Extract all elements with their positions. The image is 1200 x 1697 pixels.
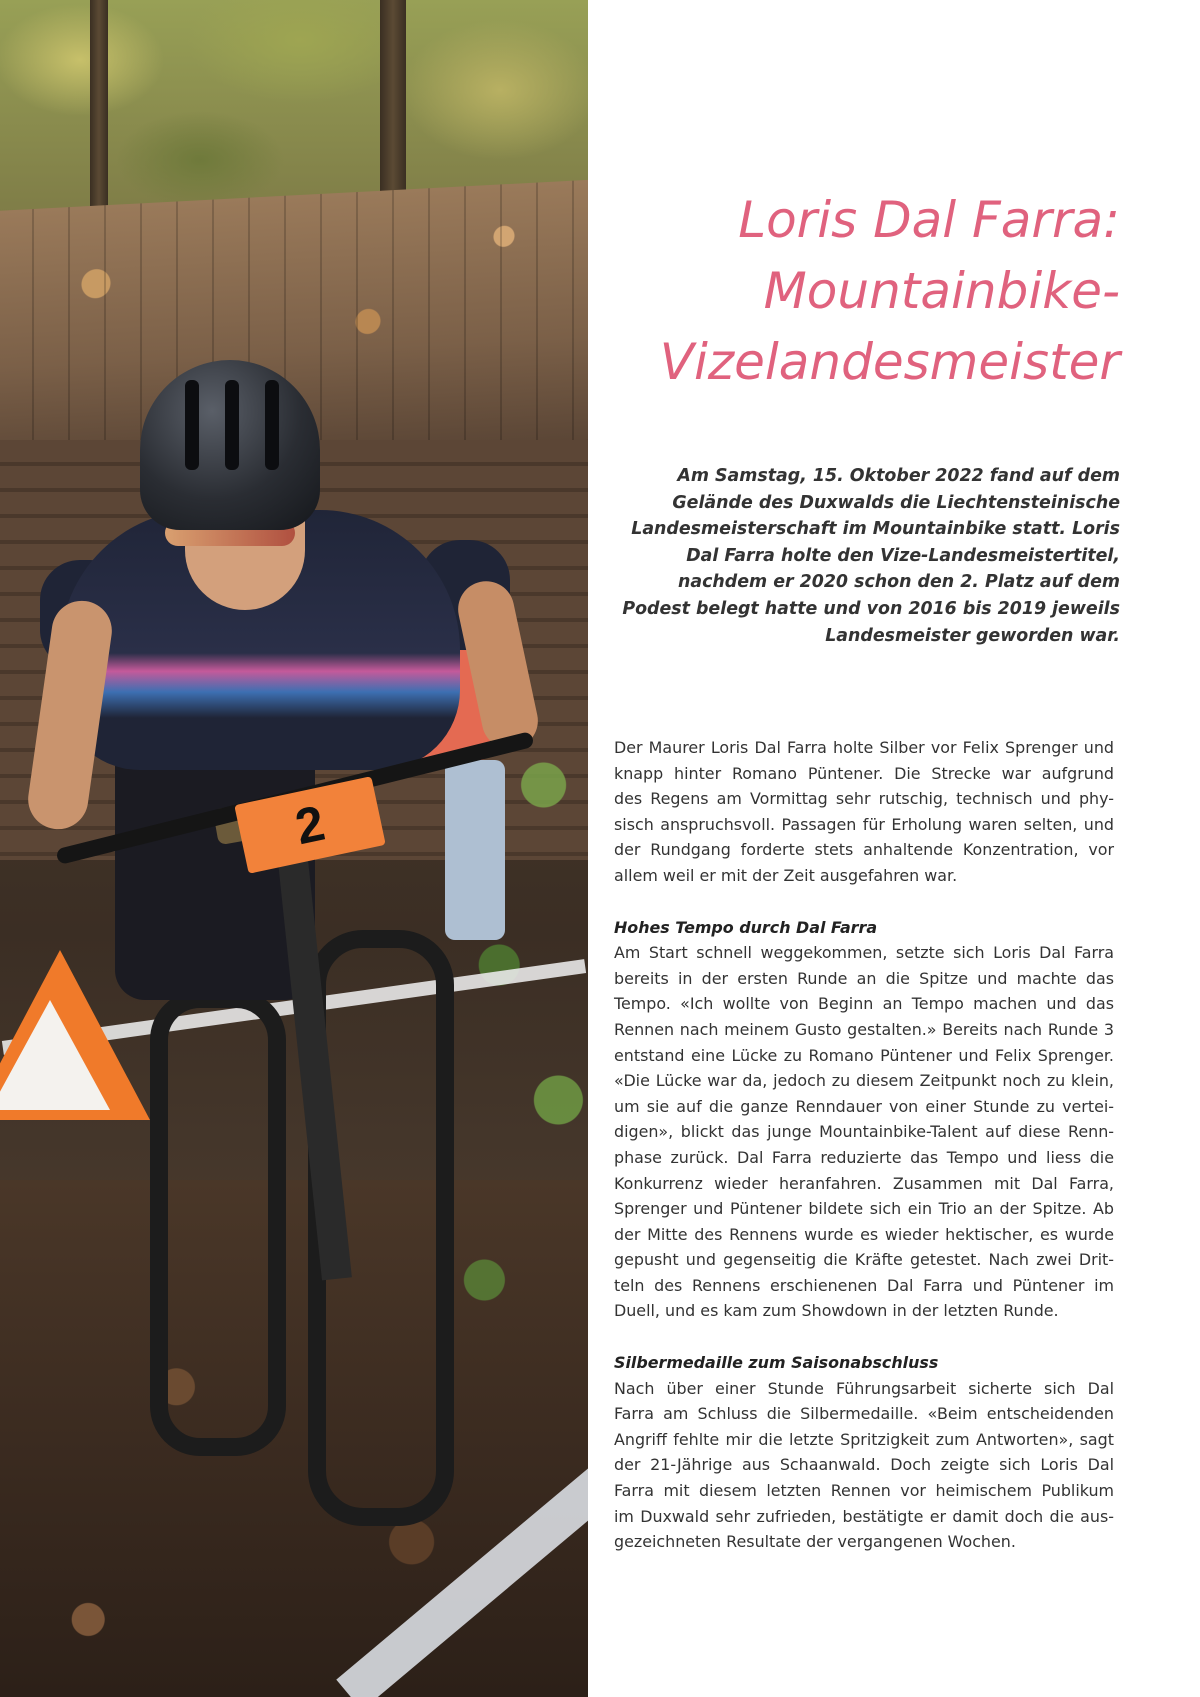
body-line: bereits in der ersten Runde an die Spitze und machte das	[614, 968, 1114, 988]
lead-line: Landesmeisterschaft im Mountainbike statt. Loris	[631, 519, 1120, 540]
body-line: Duell, und es kam zum Showdown in der letzten Runde.	[614, 1301, 1059, 1321]
body-line: im Duxwald sehr zufrieden, bestätigte er damit doch die aus-	[614, 1506, 1114, 1526]
helmet-vent	[265, 380, 279, 470]
lead-line: Landesmeister geworden war.	[825, 625, 1120, 646]
body-line: teln des Rennens erschienenen Dal Farra und Püntener im	[614, 1275, 1114, 1295]
body-line: sisch anspruchsvoll. Passagen für Erholung waren selten, und	[614, 814, 1114, 834]
body-line: Der Maurer Loris Dal Farra holte Silber vor Felix Sprenger und	[614, 738, 1114, 757]
section-heading: Hohes Tempo durch Dal Farra	[614, 917, 878, 937]
title-line: Vizelandesmeister	[659, 333, 1120, 391]
body-line: der Rundgang forderte stets anhaltende Konzentration, vor	[614, 840, 1114, 860]
title-line: Loris Dal Farra:	[738, 191, 1120, 249]
body-line: der Mitte des Rennens wurde es wieder hektischer, es wurde	[614, 1224, 1114, 1244]
lead-line: Podest belegt hatte und von 2016 bis 2019 jeweils	[622, 598, 1120, 619]
body-line: allem weil er mit der Zeit ausgefahren war.	[614, 865, 958, 885]
body-line: gezeichneten Resultate der vergangenen Wochen.	[614, 1532, 1016, 1552]
body-line: Am Start schnell weggekommen, setzte sich Loris Dal Farra	[614, 943, 1114, 963]
body-line: des Regens am Vormittag sehr rutschig, technisch und phy-	[614, 789, 1114, 809]
article-body	[614, 735, 1114, 1555]
lead-line: Am Samstag, 15. Oktober 2022 fand auf dem	[677, 466, 1120, 486]
body-line: der 21-Jährige aus Schaanwald. Doch zeigte sich Loris Dal	[614, 1455, 1114, 1475]
helmet-vent	[185, 380, 199, 470]
lead-line: Dal Farra holte den Vize-Landesmeistertitel,	[686, 545, 1120, 566]
body-line: Nach über einer Stunde Führungsarbeit sicherte sich Dal	[614, 1378, 1114, 1398]
intro-paragraph	[614, 735, 1114, 889]
body-line: Sprenger und Püntener bildete sich ein Trio an der Spitze. Ab	[614, 1199, 1114, 1219]
body-line: digen», blickt das junge Mountainbike-Talent auf diese Renn-	[614, 1122, 1114, 1142]
warning-sign-face	[0, 1000, 110, 1110]
body-line: gepusht und gegenseitig die Kräfte getestet. Nach zwei Drit-	[614, 1250, 1114, 1270]
body-line: Tempo. «Ich wollte von Beginn an Tempo machen und das	[614, 994, 1114, 1014]
body-line: um sie auf die ganze Renndauer von einer Stunde zu vertei-	[614, 1096, 1114, 1116]
body-line: Farra am Schluss die Silbermedaille. «Beim entscheidenden	[614, 1404, 1114, 1424]
body-line: «Die Lücke war da, jedoch zu diesem Zeitpunkt noch zu klein,	[614, 1071, 1114, 1091]
number-plate: 2	[234, 776, 385, 874]
body-line: Angriff fehlte mir die letzte Spritzigkeit zum Antworten», sagt	[614, 1429, 1114, 1449]
tree-trunk	[90, 0, 108, 230]
body-line: Konkurrenz wieder heranfahren. Zusammen mit Dal Farra,	[614, 1173, 1114, 1193]
paragraph-gap	[614, 1324, 1114, 1350]
article-photo	[0, 0, 588, 1697]
article-title	[560, 185, 1120, 398]
body-line: knapp hinter Romano Püntener. Die Strecke war aufgrund	[614, 763, 1114, 783]
section2-paragraph	[614, 1376, 1114, 1555]
section1-paragraph	[614, 940, 1114, 1324]
lead-line: Gelände des Duxwalds die Liechtensteinische	[672, 492, 1120, 513]
body-line: Farra mit diesem letzten Rennen vor heimischem Publikum	[614, 1481, 1114, 1501]
rear-wheel	[150, 990, 286, 1456]
section-heading: Silbermedaille zum Saisonabschluss	[614, 1353, 939, 1373]
body-line: Rennen nach meinem Gusto gestalten.» Bereits nach Runde 3	[614, 1019, 1114, 1039]
paragraph-gap	[614, 889, 1114, 915]
spectator-legs	[445, 760, 505, 940]
title-line: Mountainbike-	[763, 262, 1120, 320]
body-line: phase zurück. Dal Farra reduzierte das Tempo und liess die	[614, 1147, 1114, 1167]
helmet-vent	[225, 380, 239, 470]
lead-line: nachdem er 2020 schon den 2. Platz auf dem	[677, 572, 1120, 593]
lead-paragraph	[620, 463, 1120, 649]
body-line: entstand eine Lücke zu Romano Püntener und Felix Sprenger.	[614, 1045, 1114, 1065]
